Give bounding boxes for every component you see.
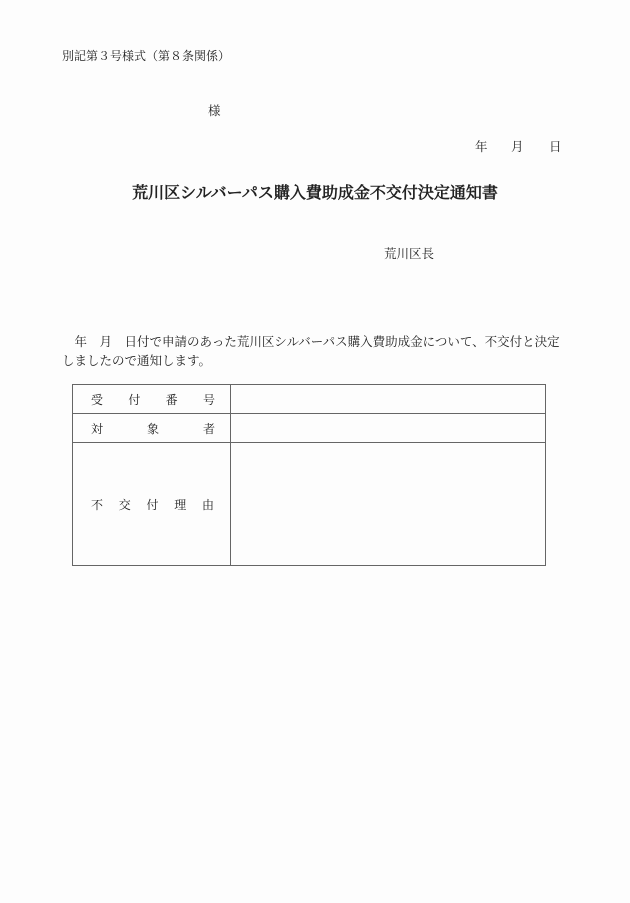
label-char: 理: [174, 497, 187, 512]
label-char: 交: [118, 497, 131, 512]
label-char: 付: [128, 392, 141, 407]
label-char: 不: [91, 497, 104, 512]
label-receipt-number: [73, 385, 231, 414]
value-receipt-number[interactable]: [231, 385, 546, 414]
date-month: 月: [511, 139, 524, 154]
document-title: 荒川区シルバーパス購入費助成金不交付決定通知書: [132, 183, 498, 202]
label-char: 者: [202, 421, 215, 436]
value-subject[interactable]: [231, 414, 546, 443]
date-year: 年: [475, 139, 488, 154]
table-row-receipt-number: [73, 385, 546, 414]
date-day: 日: [549, 139, 562, 154]
label-char: 由: [201, 497, 214, 512]
label-char: 番: [165, 392, 178, 407]
table-row-reason: [73, 443, 546, 566]
label-subject: [73, 414, 231, 443]
form-number: 別記第３号様式（第８条関係）: [62, 49, 231, 63]
table-row-subject: [73, 414, 546, 443]
date-line: [475, 137, 562, 155]
addressee-suffix: 様: [208, 103, 221, 118]
info-table: [72, 384, 546, 566]
label-char: 象: [146, 421, 159, 436]
notice-body: 年 月 日付で申請のあった荒川区シルバーパス購入費助成金について、不交付と決定しましたので通知します。: [62, 334, 560, 368]
label-char: 付: [146, 497, 159, 512]
value-reason[interactable]: [231, 443, 546, 566]
label-char: 対: [91, 421, 104, 436]
label-reason: [73, 443, 231, 566]
label-char: 受: [91, 392, 104, 407]
issuer: 荒川区長: [384, 246, 435, 261]
label-char: 号: [202, 392, 215, 407]
